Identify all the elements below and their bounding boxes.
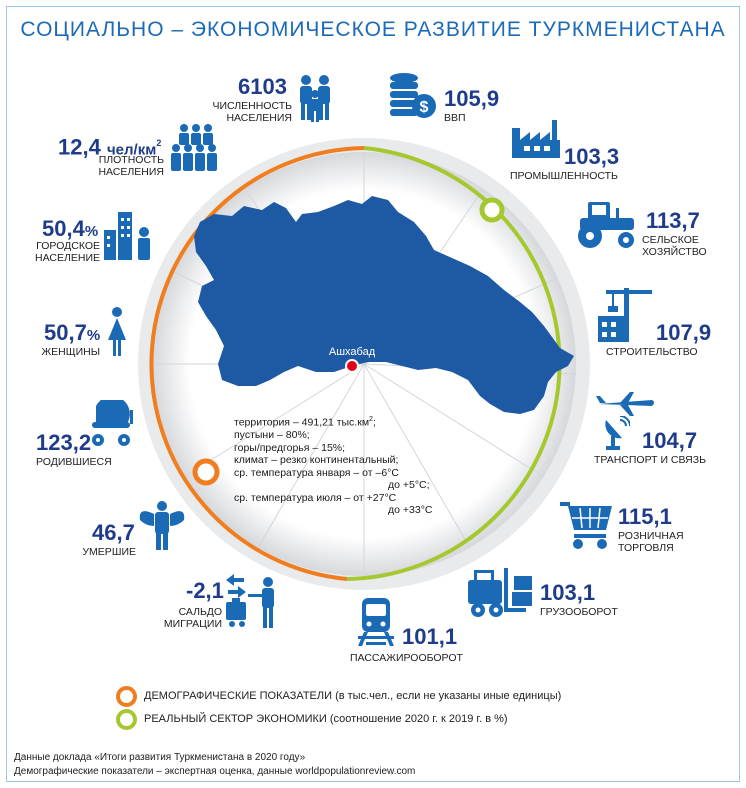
woman-icon xyxy=(106,306,128,358)
migration-value: -2,1 xyxy=(186,578,224,603)
births-label: РОДИВШИЕСЯ xyxy=(36,456,112,468)
page-title: СОЦИАЛЬНО – ЭКОНОМИЧЕСКОЕ РАЗВИТИЕ ТУРКМЕНИСТАНА xyxy=(20,18,726,41)
agriculture-value: 113,7 xyxy=(646,208,700,233)
fact-jan-temp-max: до +5°С; xyxy=(388,479,430,491)
train-icon xyxy=(354,596,398,646)
construction-value: 107,9 xyxy=(656,320,712,345)
deaths-value: 46,7 xyxy=(92,520,135,545)
freight-label: ГРУЗООБОРОТ xyxy=(540,606,618,618)
svg-text:$: $ xyxy=(419,99,429,116)
women-value: 50,7% xyxy=(44,320,101,345)
buildings-icon xyxy=(104,210,156,260)
gdp-label: ВВП xyxy=(444,112,466,124)
retail-value: 115,1 xyxy=(618,504,672,529)
econ-ring-node xyxy=(482,200,502,220)
footer-note: Демографические показатели – экспертная оценка, данные worldpopulationreview.com xyxy=(14,766,416,777)
plane-icon xyxy=(596,392,656,416)
legend-demo-dot xyxy=(116,686,137,707)
transport-label: ТРАНСПОРТ И СВЯЗЬ xyxy=(594,454,706,466)
population-icon xyxy=(296,72,336,124)
density-value: 12,4 чел/$км^2$ xyxy=(58,134,162,160)
passenger-label: ПАССАЖИРООБОРОТ xyxy=(350,652,463,664)
population-label: ЧИСЛЕННОСТЬ НАСЕЛЕНИЯ xyxy=(212,100,292,124)
crowd-icon xyxy=(168,122,224,174)
footer-source: Данные доклада «Итоги развития Туркменистана в 2020 году» xyxy=(14,752,306,763)
crane-icon xyxy=(598,286,654,342)
fact-jul-temp-max: до +33°С xyxy=(388,504,433,516)
births-value: 123,2 xyxy=(36,430,92,455)
urban-label: ГОРОДСКОЕ НАСЕЛЕНИЕ xyxy=(35,240,100,264)
fact-mountains: горы/предгорья – 15%; xyxy=(234,441,346,454)
legend-econ: РЕАЛЬНЫЙ СЕКТОР ЭКОНОМИКИ (соотношение 2020 г. к 2019 г. в %) xyxy=(144,713,508,725)
coins-icon xyxy=(388,72,436,124)
legend-demo: ДЕМОГРАФИЧЕСКИЕ ПОКАЗАТЕЛИ (в тыс.чел., если не указаны иные единицы) xyxy=(144,690,561,702)
density-label: ПЛОТНОСТЬ НАСЕЛЕНИЯ xyxy=(98,154,164,178)
agriculture-label: СЕЛЬСКОЕ ХОЗЯЙСТВО xyxy=(642,234,707,258)
urban-value: 50,4% xyxy=(42,216,99,241)
tractor-icon xyxy=(570,200,640,250)
passenger-value: 101,1 xyxy=(402,624,458,649)
fact-territory: территория – 491,21 $тыс.км^2$; xyxy=(234,416,376,429)
fact-jul-temp: ср. температура июля – от +27°С xyxy=(234,491,397,504)
fact-deserts: пустыни – 80%; xyxy=(234,429,310,441)
capital-marker xyxy=(346,360,358,372)
cart-icon xyxy=(560,500,612,550)
satellite-dish-icon xyxy=(602,416,630,450)
industry-label: ПРОМЫШЛЕННОСТЬ xyxy=(510,170,618,182)
fact-jan-temp: ср. температура января – от –6°С xyxy=(234,466,399,479)
transport-value: 104,7 xyxy=(642,428,698,453)
construction-label: СТРОИТЕЛЬСТВО xyxy=(606,346,698,358)
capital-label: Ашхабад xyxy=(328,346,376,358)
forklift-icon xyxy=(468,566,536,618)
freight-value: 103,1 xyxy=(540,580,596,605)
migration-label: САЛЬДО МИГРАЦИИ xyxy=(163,606,222,630)
gdp-value: 105,9 xyxy=(444,86,500,111)
fact-climate: климат – резко континентальный; xyxy=(234,454,399,466)
retail-label: РОЗНИЧНАЯ ТОРГОВЛЯ xyxy=(618,530,684,554)
country-facts xyxy=(234,414,432,517)
women-label: ЖЕНЩИНЫ xyxy=(41,346,100,358)
migration-icon xyxy=(226,574,282,630)
legend-econ-dot xyxy=(116,709,137,730)
demo-ring-node xyxy=(195,461,217,483)
stroller-icon xyxy=(86,400,140,448)
industry-value: 103,3 xyxy=(564,144,620,169)
factory-icon xyxy=(512,118,560,158)
deaths-label: УМЕРШИЕ xyxy=(82,546,136,558)
population-value: 6103 xyxy=(238,74,287,99)
angel-icon xyxy=(138,498,186,552)
